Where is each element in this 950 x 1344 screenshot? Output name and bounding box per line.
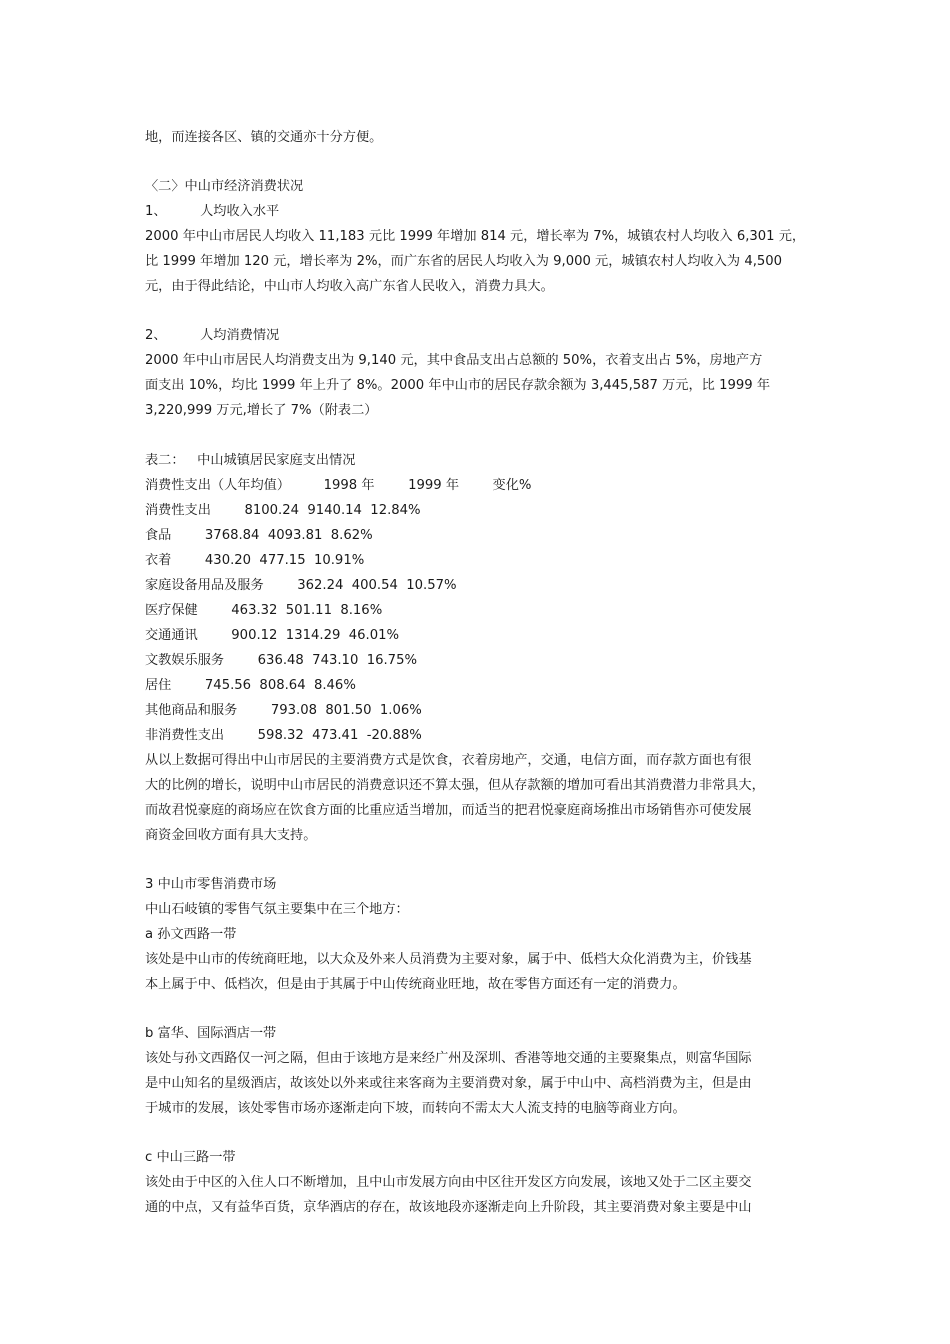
table-row: 食品 3768.84 4093.81 8.62% [145,528,373,543]
text-line: 2000 年中山市居民人均收入 11,183 元比 1999 年增加 814 元，增长率为 7%，城镇农村人均收入 6,301 元， [145,229,806,244]
text-line: 比 1999 年增加 120 元，增长率为 2%，而广东省的居民人均收入为 9,000 元，城镇农村人均收入为 4,500 [145,254,783,269]
text-line: 3,220,999 万元,增长了 7%（附表二） [145,403,378,418]
text-line: 该处与孙文西路仅一河之隔，但由于该地方是来经广州及深圳、香港等地交通的主要聚集点，则富华国际 [145,1051,752,1066]
text-line: 面支出 10%，均比 1999 年上升了 8%。2000 年中山市的居民存款余额为 3,445,587 万元，比 1999 年 [145,378,771,393]
subsection-heading: a 孙文西路一带 [145,927,237,942]
table-row: 医疗保健 463.32 501.11 8.16% [145,603,383,618]
text-line: 2000 年中山市居民人均消费支出为 9,140 元，其中食品支出占总额的 50%，衣着支出占 5%，房地产方 [145,353,763,368]
text-line: 地，而连接各区、镇的交通亦十分方便。 [145,130,383,145]
table-row: 非消费性支出 598.32 473.41 -20.88% [145,728,422,743]
text-line: 本上属于中、低档次，但是由于其属于中山传统商业旺地，故在零售方面还有一定的消费力。 [145,977,686,992]
text-line: 是中山知名的星级酒店，故该处以外来或往来客商为主要消费对象，属于中山中、高档消费为主，但是由 [145,1076,752,1091]
table-row: 文教娱乐服务 636.48 743.10 16.75% [145,653,417,668]
text-line: 大的比例的增长，说明中山市居民的消费意识还不算太强，但从存款额的增加可看出其消费潜力非常具大， [145,778,765,793]
table-row: 居住 745.56 808.64 8.46% [145,678,356,693]
text-line: 于城市的发展，该处零售市场亦逐渐走向下坡，而转向不需太大人流支持的电脑等商业方向。 [145,1101,686,1116]
table-caption: 表二： 中山城镇居民家庭支出情况 [145,453,356,468]
subsection-heading: 3 中山市零售消费市场 [145,877,277,892]
subsection-heading: 1、 人均收入水平 [145,204,280,219]
text-line: 元，由于得此结论，中山市人均收入高广东省人民收入，消费力具大。 [145,279,554,294]
table-header: 消费性支出（人年均值） 1998 年 1999 年 变化% [145,478,532,493]
text-line: 该处是中山市的传统商旺地，以大众及外来人员消费为主要对象，属于中、低档大众化消费为主，价钱基 [145,952,752,967]
text-line: 商资金回收方面有具大支持。 [145,828,317,843]
text-line: 中山石岐镇的零售气氛主要集中在三个地方： [145,902,409,917]
section-heading: 〈二〉中山市经济消费状况 [145,179,304,194]
subsection-heading: c 中山三路一带 [145,1150,236,1165]
text-line: 该处由于中区的入住人口不断增加，且中山市发展方向由中区往开发区方向发展，该地又处于二区主要交 [145,1175,752,1190]
text-line: 而故君悦豪庭的商场应在饮食方面的比重应适当增加，而适当的把君悦豪庭商场推出市场销售亦可使发展 [145,803,752,818]
table-row: 其他商品和服务 793.08 801.50 1.06% [145,703,422,718]
table-row: 家庭设备用品及服务 362.24 400.54 10.57% [145,578,457,593]
table-row: 消费性支出 8100.24 9140.14 12.84% [145,503,421,518]
text-line: 从以上数据可得出中山市居民的主要消费方式是饮食，衣着房地产，交通，电信方面，而存款方面也有很 [145,753,752,768]
table-row: 衣着 430.20 477.15 10.91% [145,553,365,568]
text-line: 通的中点，又有益华百货，京华酒店的存在，故该地段亦逐渐走向上升阶段，其主要消费对象主要是中山 [145,1200,752,1215]
subsection-heading: 2、 人均消费情况 [145,328,280,343]
subsection-heading: b 富华、国际酒店一带 [145,1026,277,1041]
table-row: 交通通讯 900.12 1314.29 46.01% [145,628,400,643]
